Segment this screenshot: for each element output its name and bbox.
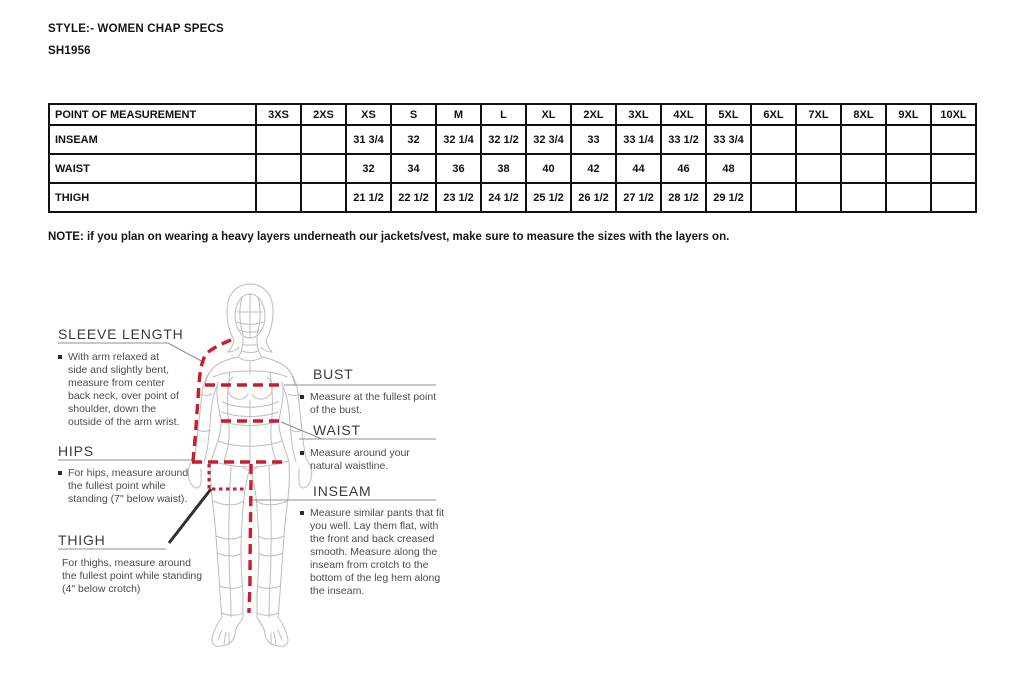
size-value-cell <box>886 183 931 212</box>
bust-description: Measure at the fullest point of the bust. <box>300 391 440 417</box>
size-value-cell: 29 1/2 <box>706 183 751 212</box>
size-value-cell: 46 <box>661 154 706 183</box>
size-col-header: S <box>391 104 436 125</box>
size-value-cell: 24 1/2 <box>481 183 526 212</box>
size-value-cell: 22 1/2 <box>391 183 436 212</box>
inseam-measure-line <box>249 464 251 613</box>
size-col-header: M <box>436 104 481 125</box>
measure-row-label: INSEAM <box>49 125 256 154</box>
size-table-body <box>49 125 976 212</box>
size-value-cell: 32 1/4 <box>436 125 481 154</box>
size-value-cell <box>256 154 301 183</box>
size-col-header: XL <box>526 104 571 125</box>
size-col-header: 3XS <box>256 104 301 125</box>
sleeve-length-measure-line <box>193 340 231 461</box>
size-col-header: XS <box>346 104 391 125</box>
measure-row <box>49 125 976 154</box>
note-text: NOTE: if you plan on wearing a heavy layers underneath our jackets/vest, make sure to measure the sizes with the layers on. <box>48 231 730 243</box>
size-value-cell: 32 <box>346 154 391 183</box>
size-value-cell: 32 3/4 <box>526 125 571 154</box>
size-value-cell: 31 3/4 <box>346 125 391 154</box>
size-value-cell <box>301 154 346 183</box>
size-col-header: 10XL <box>931 104 976 125</box>
size-value-cell <box>301 183 346 212</box>
size-value-cell: 27 1/2 <box>616 183 661 212</box>
size-value-cell: 33 1/4 <box>616 125 661 154</box>
size-value-cell <box>841 183 886 212</box>
style-title: STYLE:- WOMEN CHAP SPECS <box>48 23 224 35</box>
size-value-cell <box>931 154 976 183</box>
size-value-cell <box>796 154 841 183</box>
measure-row <box>49 154 976 183</box>
size-chart-table <box>48 103 977 213</box>
size-value-cell: 36 <box>436 154 481 183</box>
size-col-header: 6XL <box>751 104 796 125</box>
size-value-cell: 38 <box>481 154 526 183</box>
size-value-cell <box>931 183 976 212</box>
bullet-icon <box>300 511 304 515</box>
thigh-measure-line <box>209 464 244 489</box>
bullet-icon <box>300 451 304 455</box>
size-value-cell: 21 1/2 <box>346 183 391 212</box>
size-value-cell <box>751 154 796 183</box>
sleeve-length-heading: SLEEVE LENGTH <box>58 326 184 342</box>
thigh-description: For thighs, measure around the fullest point while standing (4" below crotch) <box>62 557 203 595</box>
size-value-cell <box>751 183 796 212</box>
mannequin-figure <box>188 284 312 646</box>
size-value-cell <box>301 125 346 154</box>
size-value-cell: 28 1/2 <box>661 183 706 212</box>
size-value-cell <box>886 154 931 183</box>
size-col-header: 9XL <box>886 104 931 125</box>
size-col-header: 7XL <box>796 104 841 125</box>
inseam-description: Measure similar pants that fit you well. Lay them flat, with the front and back creased smooth. Measure along the inseam from crotch to the bottom of the leg hem along the inseam. <box>300 507 445 598</box>
hips-heading: HIPS <box>58 443 94 459</box>
size-value-cell: 33 1/2 <box>661 125 706 154</box>
size-table-head-row <box>49 104 976 125</box>
size-value-cell <box>796 183 841 212</box>
size-value-cell <box>886 125 931 154</box>
size-value-cell: 33 3/4 <box>706 125 751 154</box>
size-col-header: 4XL <box>661 104 706 125</box>
size-value-cell: 25 1/2 <box>526 183 571 212</box>
size-col-header: 8XL <box>841 104 886 125</box>
measure-row <box>49 183 976 212</box>
measurement-lines <box>192 340 286 613</box>
waist-description: Measure around your natural waistline. <box>300 447 440 473</box>
bullet-icon <box>58 471 62 475</box>
bullet-icon <box>58 355 62 359</box>
thigh-heading: THIGH <box>58 532 106 548</box>
size-col-header: 5XL <box>706 104 751 125</box>
waist-heading: WAIST <box>313 422 361 438</box>
size-value-cell: 26 1/2 <box>571 183 616 212</box>
size-col-header: 3XL <box>616 104 661 125</box>
size-value-cell <box>796 125 841 154</box>
size-col-header: 2XL <box>571 104 616 125</box>
bust-heading: BUST <box>313 366 354 382</box>
size-value-cell <box>751 125 796 154</box>
measure-row-label: WAIST <box>49 154 256 183</box>
size-value-cell: 32 1/2 <box>481 125 526 154</box>
point-of-measurement-header: POINT OF MEASUREMENT <box>49 104 256 125</box>
hips-description: For hips, measure around the fullest point while standing (7" below waist). <box>58 467 190 506</box>
size-col-header: 2XS <box>301 104 346 125</box>
size-value-cell <box>841 154 886 183</box>
size-value-cell <box>841 125 886 154</box>
size-value-cell: 32 <box>391 125 436 154</box>
size-value-cell: 48 <box>706 154 751 183</box>
size-value-cell: 44 <box>616 154 661 183</box>
style-code: SH1956 <box>48 45 91 57</box>
size-value-cell <box>931 125 976 154</box>
inseam-heading: INSEAM <box>313 483 372 499</box>
size-value-cell: 42 <box>571 154 616 183</box>
size-value-cell: 40 <box>526 154 571 183</box>
size-value-cell: 23 1/2 <box>436 183 481 212</box>
size-col-header: L <box>481 104 526 125</box>
size-value-cell: 33 <box>571 125 616 154</box>
size-value-cell: 34 <box>391 154 436 183</box>
size-value-cell <box>256 125 301 154</box>
measure-row-label: THIGH <box>49 183 256 212</box>
sleeve-length-description: With arm relaxed at side and slightly bent, measure from center back neck, over point of shoulder, down the outside of the arm wrist. <box>58 351 180 429</box>
bullet-icon <box>300 395 304 399</box>
size-value-cell <box>256 183 301 212</box>
